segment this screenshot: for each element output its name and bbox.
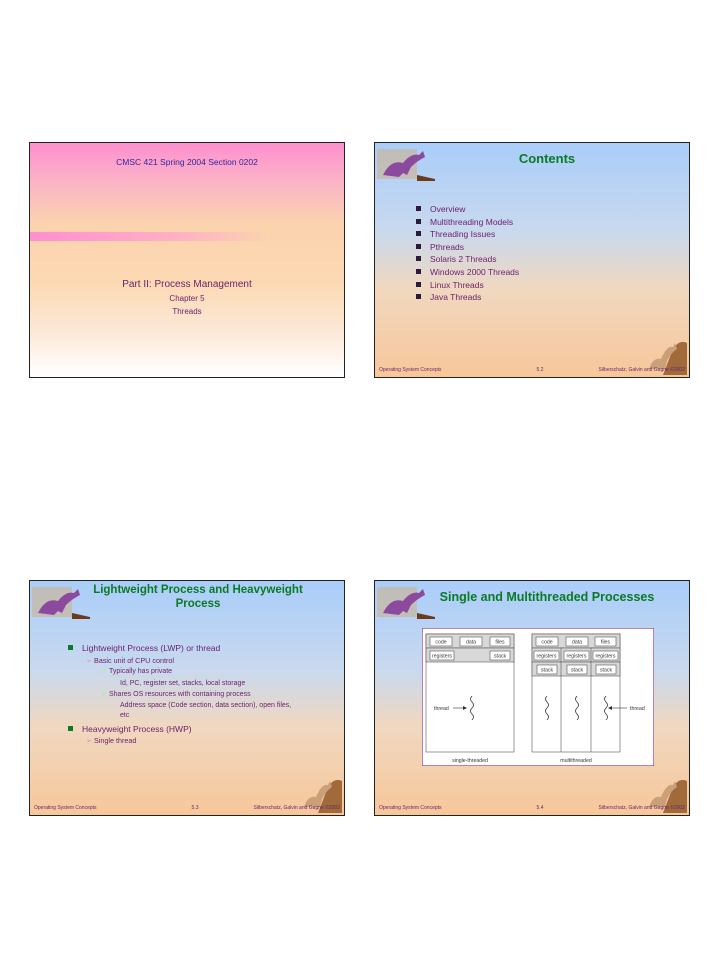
slide-1-chapter: Chapter 5 — [169, 294, 205, 303]
svg-text:thread: thread — [434, 706, 449, 712]
detail-line: Id, PC, register set, stacks, local storage — [120, 679, 246, 687]
contents-list — [416, 203, 519, 304]
list-item: Pthreads — [416, 241, 519, 254]
slide-4-title: Single and Multithreaded Processes — [439, 590, 655, 604]
svg-text:data: data — [465, 639, 477, 646]
slide-3-bullets — [68, 642, 328, 747]
slide-2 — [374, 142, 690, 378]
list-item: Linux Threads — [416, 279, 519, 292]
svg-text:files: files — [495, 639, 505, 646]
highlight-stripe — [30, 232, 270, 241]
svg-text:code: code — [541, 639, 553, 646]
svg-text:files: files — [600, 639, 611, 646]
svg-text:registers: registers — [536, 653, 557, 660]
list-item: Solaris 2 Threads — [416, 253, 519, 266]
slide-1-subtitle: Threads — [172, 307, 202, 316]
bullet-lwp: Lightweight Process (LWP) or thread — [68, 642, 328, 655]
slide-3-title: Lightweight Process and Heavyweight Process — [93, 584, 303, 610]
sub-bullet: ➢ Basic unit of CPU control — [86, 655, 174, 665]
list-item: Java Threads — [416, 291, 519, 304]
svg-text:registers: registers — [432, 653, 452, 660]
thread-diagram — [422, 628, 654, 766]
sub-sub-bullet: Typically has private — [68, 666, 328, 678]
slide-3-footer: Operating System Concepts 5.3 Silberschatz, Galvin and Gagne ©2002 — [34, 805, 340, 811]
svg-text:stack: stack — [570, 667, 584, 674]
svg-text:stack: stack — [493, 653, 507, 660]
svg-text:stack: stack — [540, 667, 554, 674]
slide-2-footer: Operating System Concepts 5.2 Silberschatz, Galvin and Gagne ©2002 — [379, 367, 685, 373]
svg-text:code: code — [435, 639, 447, 646]
list-item: Overview — [416, 203, 519, 216]
detail-line: Address space (Code section, data section), open files, etc — [120, 701, 292, 719]
svg-text:data: data — [571, 639, 583, 646]
slide-1-header: CMSC 421 Spring 2004 Section 0202 — [116, 157, 258, 167]
bullet-hwp: Heavyweight Process (HWP) — [68, 723, 328, 736]
svg-text:stack: stack — [599, 667, 613, 674]
sub-sub-bullet: Shares OS resources with containing process — [68, 689, 328, 701]
sub-bullet: ➢ Single thread — [86, 736, 137, 746]
slide-1-title: Part II: Process Management — [122, 279, 252, 290]
slide-4 — [374, 580, 690, 816]
list-item: Multithreading Models — [416, 216, 519, 229]
svg-text:registers: registers — [595, 653, 616, 660]
svg-text:single-threaded: single-threaded — [452, 758, 488, 764]
slide-2-title: Contents — [518, 151, 576, 166]
list-item: Windows 2000 Threads — [416, 266, 519, 279]
slide-3 — [29, 580, 345, 816]
svg-text:multithreaded: multithreaded — [560, 758, 592, 764]
slide-4-footer: Operating System Concepts 5.4 Silberschatz, Galvin and Gagne ©2002 — [379, 805, 685, 811]
list-item: Threading Issues — [416, 228, 519, 241]
slide-1 — [29, 142, 345, 378]
svg-text:registers: registers — [566, 653, 587, 660]
svg-text:thread: thread — [630, 706, 645, 712]
